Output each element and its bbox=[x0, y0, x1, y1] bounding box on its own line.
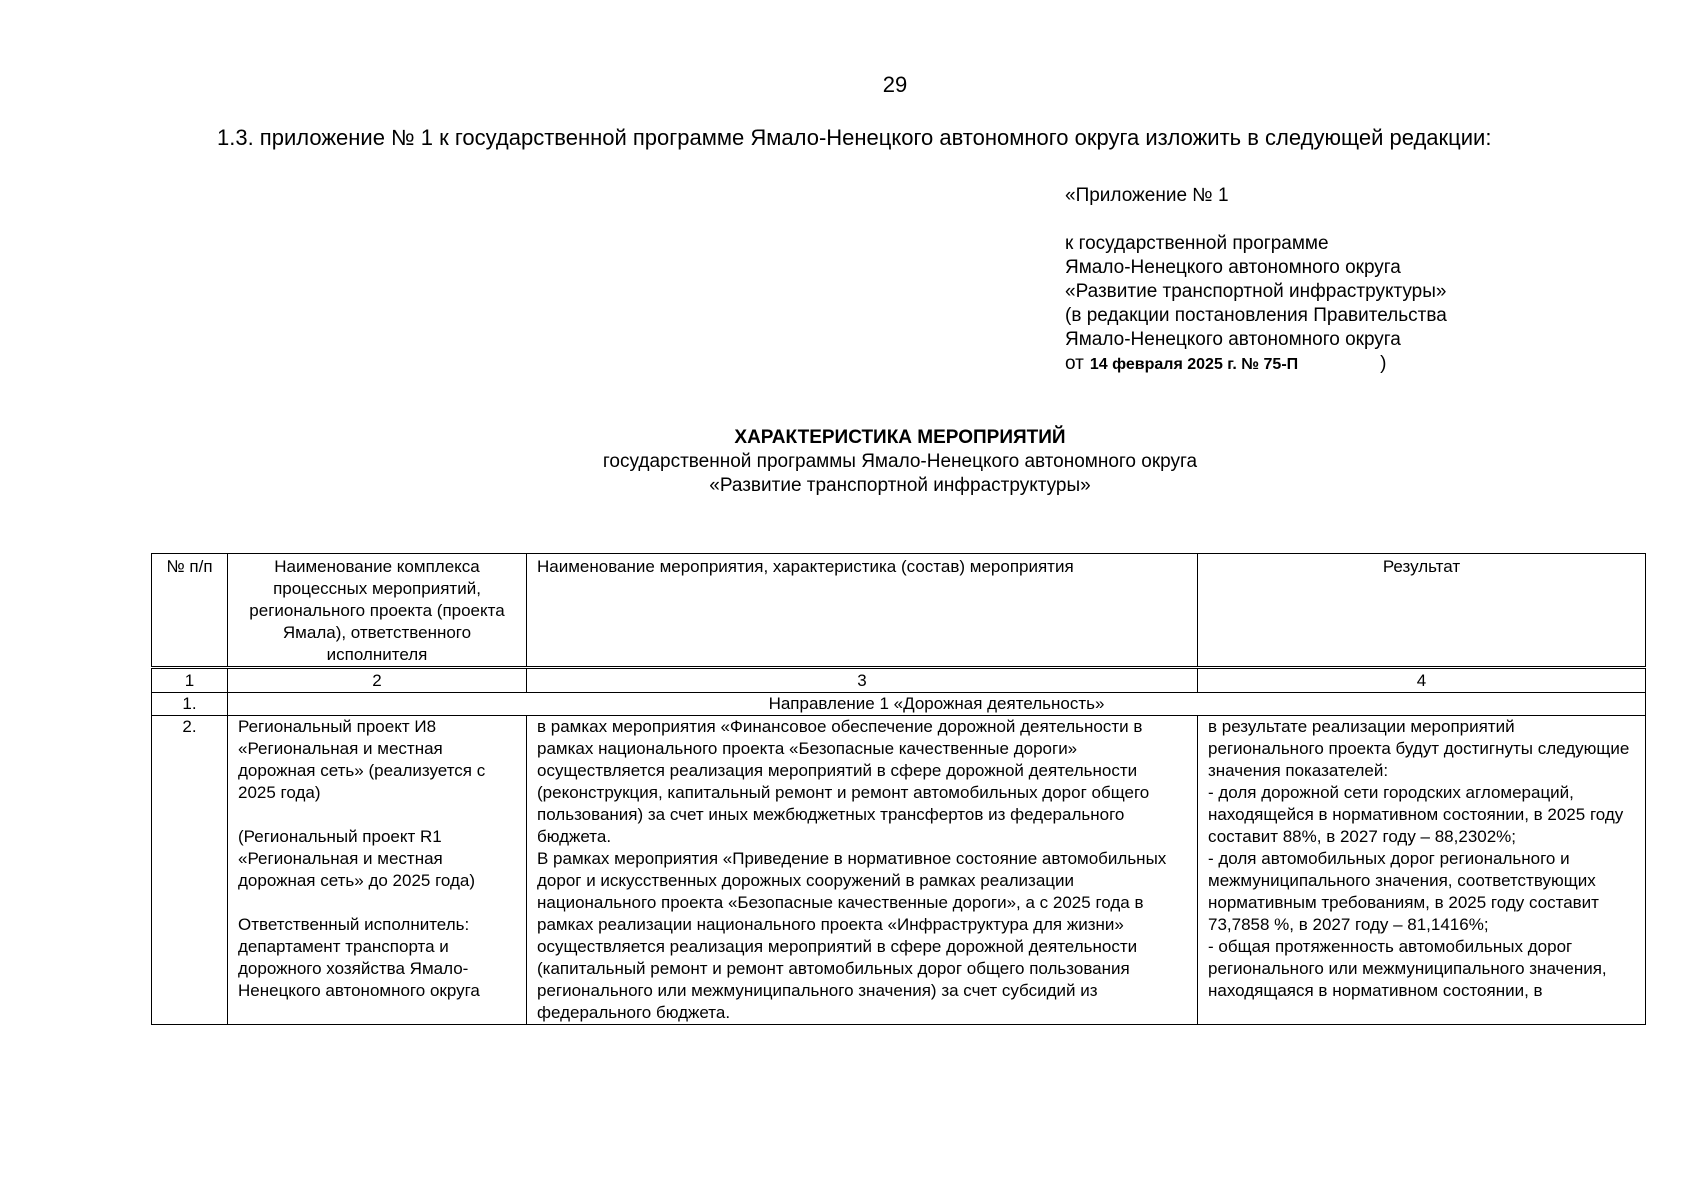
activities-table bbox=[151, 553, 1646, 1025]
table-row bbox=[152, 716, 1646, 1025]
header-result: Результат bbox=[1198, 554, 1646, 668]
row-number: 2. bbox=[152, 716, 228, 1025]
appendix-line: Ямало-Ненецкого автономного округа bbox=[1065, 329, 1401, 350]
result-cell bbox=[1198, 716, 1646, 1025]
header-description: Наименование мероприятия, характеристика (состав) мероприятия bbox=[527, 554, 1198, 668]
column-number-row bbox=[152, 668, 1646, 693]
appendix-line: (в редакции постановления Правительства bbox=[1065, 305, 1447, 326]
title-main: ХАРАКТЕРИСТИКА МЕРОПРИЯТИЙ bbox=[734, 427, 1066, 448]
description-cell bbox=[527, 716, 1198, 1025]
table-header-row bbox=[152, 554, 1646, 668]
result-paragraph: - доля автомобильных дорог регионального и межмуниципального значения, соответствующих нормативным требованиям, в 2025 году составит 73,7858 %, в 2027 году – 81,1416%; bbox=[1208, 849, 1599, 934]
page-number: 29 bbox=[882, 72, 908, 97]
intro-paragraph: 1.3. приложение № 1 к государственной программе Ямало-Ненецкого автономного округа изложить в следующей редакции: bbox=[217, 125, 1492, 150]
appendix-line: к государственной программе bbox=[1065, 233, 1329, 254]
closing-paren: ) bbox=[1380, 353, 1387, 374]
direction-title: Направление 1 «Дорожная деятельность» bbox=[228, 693, 1646, 716]
appendix-line: «Развитие транспортной инфраструктуры» bbox=[1065, 281, 1447, 302]
appendix-header bbox=[1065, 184, 1565, 377]
resolution-date: 14 февраля 2025 г. № 75-П bbox=[1089, 356, 1299, 373]
project-name: Региональный проект И8 «Региональная и местная дорожная сеть» (реализуется с 2025 года) bbox=[238, 717, 486, 802]
header-project: Наименование комплекса процессных мероприятий, регионального проекта (проекта Ямала), ответственного исполнителя bbox=[228, 554, 527, 668]
appendix-line: Ямало-Ненецкого автономного округа bbox=[1065, 257, 1401, 278]
column-number: 2 bbox=[228, 668, 527, 693]
project-cell bbox=[228, 716, 527, 1025]
result-paragraph: - доля дорожной сети городских агломераций, находящейся в нормативном состоянии, в 2025 году составит 88%, в 2027 году – 88,2302%; bbox=[1208, 783, 1624, 846]
result-paragraph: - общая протяженность автомобильных дорог регионального или межмуниципального значения, находящаяся в нормативном состоянии, в bbox=[1208, 937, 1607, 1000]
result-paragraph: в результате реализации мероприятий регионального проекта будут достигнуты следующие значения показателей: bbox=[1208, 717, 1630, 780]
header-number: № п/п bbox=[152, 554, 228, 668]
column-number: 1 bbox=[152, 668, 228, 693]
column-number: 3 bbox=[527, 668, 1198, 693]
row-number: 1. bbox=[152, 693, 228, 716]
description-paragraph: в рамках мероприятия «Финансовое обеспечение дорожной деятельности в рамках национального проекта «Безопасные качественные дороги» осуществляется реализация мероприятий в сфере дорожной деятельности (реконструкция, капитальный ремонт и ремонт автомобильных дорог общего пользования) за счет иных межбюджетных трансфертов из федерального бюджета. bbox=[537, 717, 1150, 846]
title-line: государственной программы Ямало-Ненецкого автономного округа bbox=[602, 451, 1198, 472]
column-number: 4 bbox=[1198, 668, 1646, 693]
responsible-executor: Ответственный исполнитель: департамент транспорта и дорожного хозяйства Ямало-Ненецкого автономного округа bbox=[238, 915, 480, 1000]
document-title bbox=[450, 426, 1350, 498]
appendix-date-line bbox=[1065, 352, 1565, 377]
project-previous-name: (Региональный проект R1 «Региональная и местная дорожная сеть» до 2025 года) bbox=[238, 827, 476, 890]
direction-row bbox=[152, 693, 1646, 716]
description-paragraph: В рамках мероприятия «Приведение в нормативное состояние автомобильных дорог и искусственных дорожных сооружений в рамках реализации национального проекта «Безопасные качественные дороги», а с 2025 года в рамках реализации национального проекта «Инфраструктура для жизни» осуществляется реализация мероприятий в сфере дорожной деятельности (капитальный ремонт и ремонт автомобильных дорог общего пользования регионального или межмуниципального значения) за счет субсидий из федерального бюджета. bbox=[537, 849, 1167, 1022]
appendix-title: «Приложение № 1 bbox=[1065, 185, 1229, 206]
from-label: от bbox=[1065, 353, 1084, 374]
title-line: «Развитие транспортной инфраструктуры» bbox=[709, 475, 1091, 496]
